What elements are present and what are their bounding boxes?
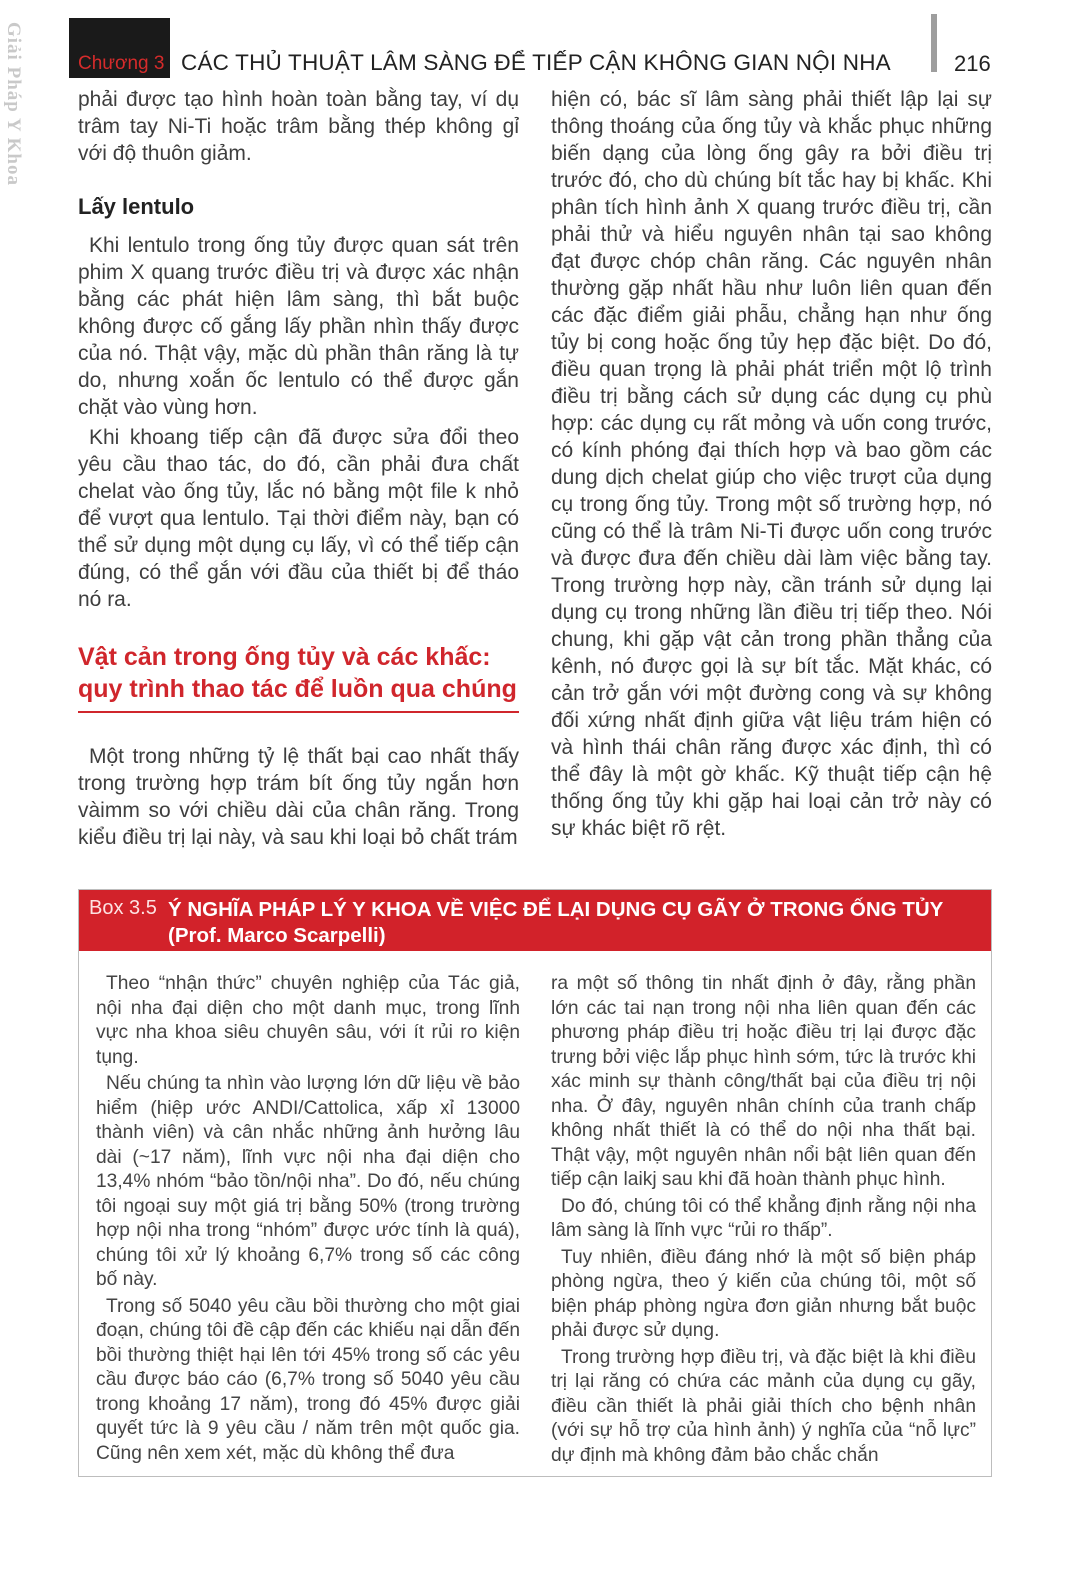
box-3-5 xyxy=(78,889,992,1477)
box-paragraph: Trong trường hợp điều trị, và đặc biệt là khi điều trị lại răng có chứa các mảnh của dụng cụ gãy, điều cần thiết là phải giải thích cho bệnh nhân (với sự hỗ trợ của hình ảnh) ý nghĩa của “nỗ lực” dự định mà không đảm bảo chắc chắn xyxy=(551,1346,976,1466)
side-watermark-text: Giải Pháp Y Khoa xyxy=(3,22,24,186)
page-number: 216 xyxy=(954,51,991,76)
box-paragraph: ra một số thông tin nhất định ở đây, rằng phần lớn các tai nạn trong nội nha liên quan đến các phương pháp điều trị hoặc điều trị lại được đặc trưng bởi việc lắp phục hình sớm, tức là trước khi xác minh sự thành công/thất bại của điều trị nội nha. Ở đây, nguyên nhân chính của tranh chấp không nhất thiết là có thể do nội nha thất bại. Thật vậy, một nguyên nhân nổi bật liên quan đến tiếp cận laikj sau khi đã hoàn thành phục hình. xyxy=(551,973,976,1190)
lentulo-paragraph-2: Khi khoang tiếp cận đã được sửa đổi theo yêu cầu thao tác, do đó, cần phải đưa chất chelat vào ống tủy, lắc nó bằng một file k nhỏ để vượt qua lentulo. Tại thời điểm này, bạn có thể sử dụng một dụng cụ lấy, vì có thể tiếp cận đúng, có thể gắn với đầu của thiết bị để tháo nó ra. xyxy=(78,426,519,611)
box-paragraph: Nếu chúng ta nhìn vào lượng lớn dữ liệu về bảo hiểm (hiệp ước ANDI/Cattolica, xấp xỉ 13000 thành viên) và cân nhắc những ảnh hưởng lâu dài (~17 năm), lĩnh vực nội nha đại diện cho 13,4% nhóm “bảo tồn/nội nha”. Do đó, nếu chúng tôi ngoại suy một giá trị bằng 50% (trong trường hợp nội nha trong “nhóm” được ước tính là quá), chúng tôi xử lý khoảng 6,7% trong số các công bố này. xyxy=(96,1073,520,1290)
box-title-author: (Prof. Marco Scarpelli) xyxy=(168,924,386,947)
box-paragraph: Theo “nhận thức” chuyên nghiệp của Tác giả, nội nha đại diện cho một danh mục, trong lĩnh vực nha khoa siêu chuyên sâu, với ít rủi ro kiện tụng. xyxy=(96,973,520,1068)
box-label: Box 3.5 xyxy=(89,897,157,919)
box-left-column xyxy=(96,972,520,1468)
side-watermark xyxy=(0,8,28,188)
box-header xyxy=(79,890,991,951)
obstacle-paragraph: Một trong những tỷ lệ thất bại cao nhất thấy trong trường hợp trám bít ống tủy ngắn hơn vàimm so với chiều dài của chân răng. Trong kiểu điều trị lại này, và sau khi loại bỏ chất trám xyxy=(78,745,519,849)
section-heading-line-1: Vật cản trong ống tủy và các khấc: xyxy=(78,643,491,671)
box-right-column xyxy=(551,972,976,1470)
box-paragraph: Tuy nhiên, điều đáng nhớ là một số biện pháp phòng ngừa, theo ý kiến của chúng tôi, một số biện pháp phòng ngừa đơn giản nhưng bắt buộc phải được sử dụng. xyxy=(551,1246,976,1341)
header-divider xyxy=(931,14,937,72)
right-column xyxy=(551,86,992,842)
left-column xyxy=(78,86,519,851)
right-column-paragraph: hiện có, bác sĩ lâm sàng phải thiết lập lại sự thông thoáng của ống tủy và khắc phục những biến dạng của lòng ống gây ra bởi điều trị trước đó, cho dù chúng bít tắc hay bị khấc. Khi phân tích hình ảnh X quang trước điều trị, cần phải thử và hiểu nguyên nhân tại sao không đạt được chóp chân răng. Các nguyên nhân thường gặp nhất hầu như luôn liên quan đến các đặc điểm giải phẫu, chẳng hạn như ống tủy bị cong hoặc ống tủy hẹp đặc biệt. Do đó, điều quan trọng là phải phát triển một lộ trình điều trị bằng cách sử dụng các dụng cụ phù hợp: các dụng cụ rất mỏng và uốn cong trước, có kính phóng đại thích hợp và bao gồm các dung dịch chelat giúp cho việc trượt của dụng cụ trong ống tủy. Trong một số trường hợp, nó cũng có thể là trâm Ni-Ti được uốn cong trước và được đưa đến chiều dài làm việc bằng tay. Trong trường hợp này, cần tránh sử dụng lại dụng cụ trong những lần điều trị tiếp theo. Nói chung, khi gặp vật cản trong phần thẳng của kênh, nó được gọi là sự bít tắc. Mặt khác, có cản trở gắn với một đường cong và sự không đối xứng nhất định giữa vật liệu trám hiện có và hình thái chân răng được xác định, thì có thể đây là một gờ khấc. Kỹ thuật tiếp cận hệ thống ống tủy khi gặp hai loại cản trở này có sự khác biệt rõ rệt. xyxy=(551,88,992,840)
box-paragraph: Do đó, chúng tôi có thể khẳng định rằng nội nha lâm sàng là lĩnh vực “rủi ro thấp”. xyxy=(551,1195,976,1241)
box-paragraph: Trong số 5040 yêu cầu bồi thường cho một giai đoạn, chúng tôi đề cập đến các khiếu nại dẫn đến bồi thường thiệt hại lên tới 45% trong số các yêu cầu được báo cáo (6,7% trong số 5040 yêu cầu trong khoảng 17 năm), trong đó 45% được giải quyết tức là 9 yêu cầu / năm trên một quốc gia. Cũng nên xem xét, mặc dù không thể đưa xyxy=(96,1295,520,1464)
box-title-line-1: Ý NGHĨA PHÁP LÝ Y KHOA VỀ VIỆC ĐỂ LẠI DỤNG CỤ GÃY Ở TRONG ỐNG TỦY xyxy=(168,898,944,921)
box-title xyxy=(168,897,978,949)
running-header-title: CÁC THỦ THUẬT LÂM SÀNG ĐỂ TIẾP CẬN KHÔNG GIAN NỘI NHA xyxy=(181,50,891,75)
section-heading-line-2: quy trình thao tác để luồn qua chúng xyxy=(78,675,517,703)
lentulo-paragraph-1: Khi lentulo trong ống tủy được quan sát trên phim X quang trước điều trị và được xác nhận bằng các phát hiện lâm sàng, thì bắt buộc không được cố gắng lấy phần nhìn thấy được của nó. Thật vậy, mặc dù phần thân răng là tự do, nhưng xoắn ốc lentulo có thể được gắn chặt vào vùng hơn. xyxy=(78,234,519,419)
section-heading xyxy=(78,641,519,705)
chapter-label: Chương 3 xyxy=(78,53,165,74)
subheading-lentulo: Lấy lentulo xyxy=(78,194,195,219)
left-intro-paragraph: phải được tạo hình hoàn toàn bằng tay, ví dụ trâm tay Ni-Ti hoặc trâm bằng thép không gỉ với độ thuôn giảm. xyxy=(78,88,519,165)
section-heading-rule xyxy=(78,711,519,713)
